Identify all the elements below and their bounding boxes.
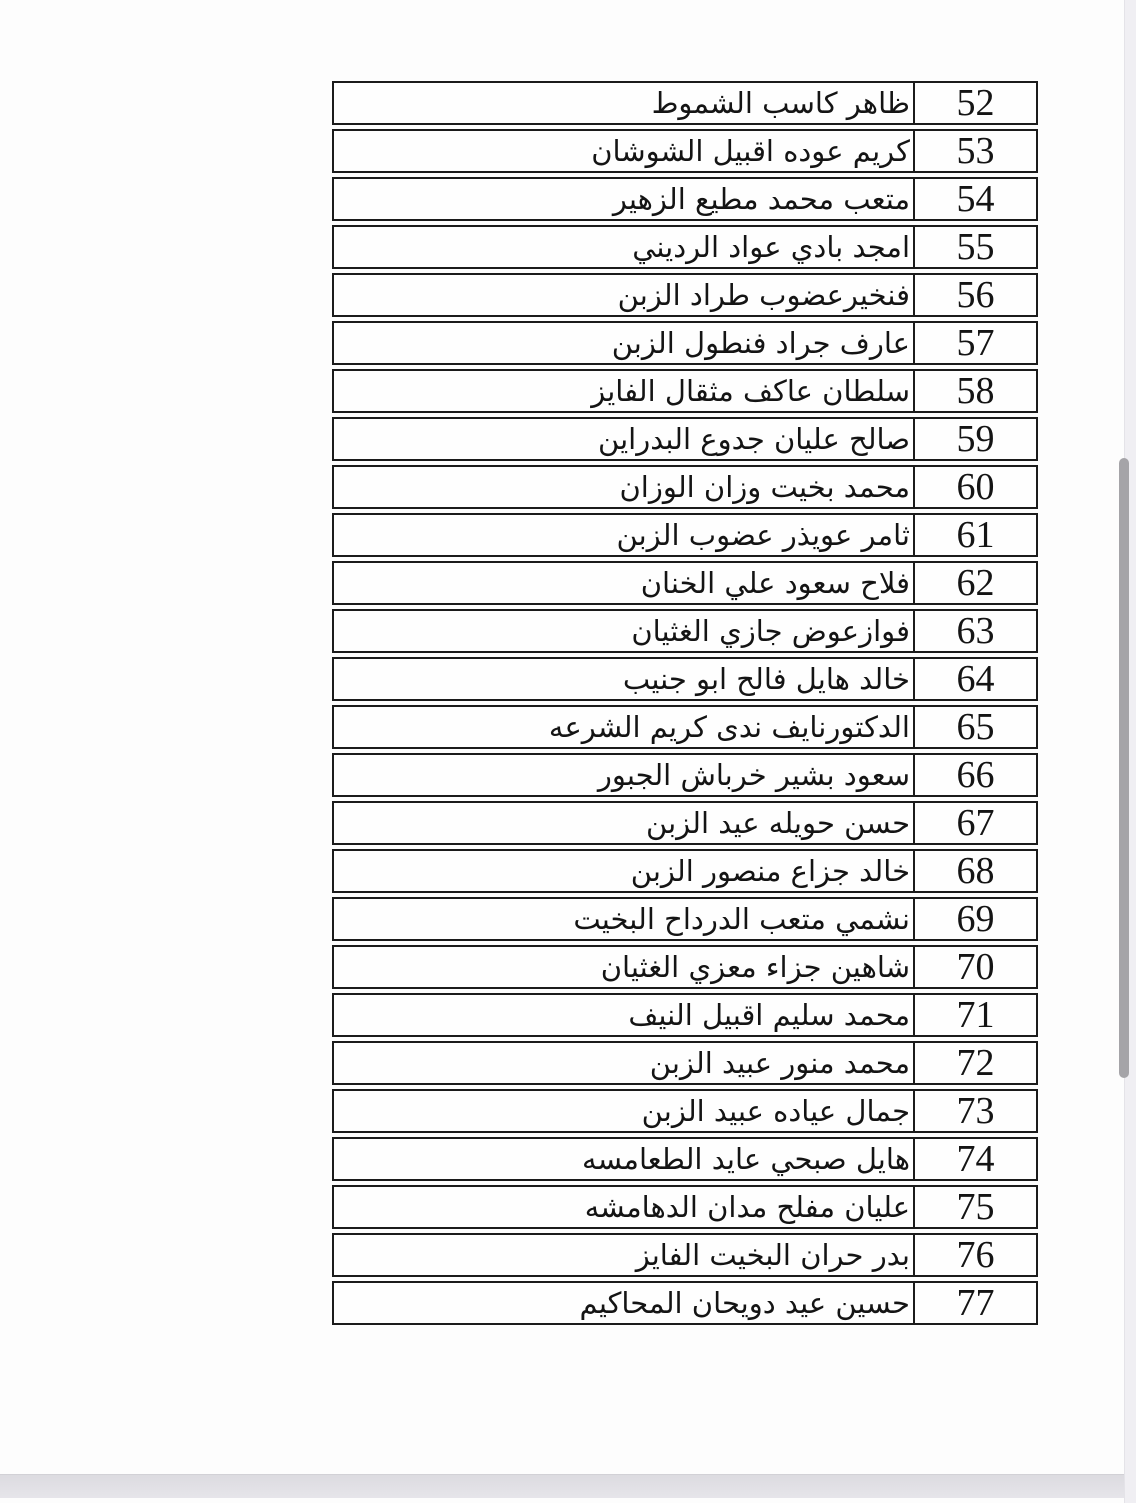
- row-number-cell: 53: [913, 131, 1036, 171]
- table-row: [332, 81, 1038, 125]
- table-row: [332, 1041, 1038, 1085]
- table-row: [332, 705, 1038, 749]
- row-name-cell: حسين عيد دويحان المحاكيم: [579, 1285, 910, 1320]
- row-number-cell: 55: [913, 227, 1036, 267]
- row-name-cell: فلاح سعود علي الخنان: [640, 565, 910, 600]
- table-row: [332, 129, 1038, 173]
- table-row: [332, 1233, 1038, 1277]
- row-number-cell: 65: [913, 707, 1036, 747]
- table-row: [332, 609, 1038, 653]
- row-number-cell: 69: [913, 899, 1036, 939]
- row-name-cell: عارف جراد فنطول الزبن: [611, 325, 910, 360]
- row-number-cell: 77: [913, 1283, 1036, 1323]
- table-row: [332, 225, 1038, 269]
- table-row: [332, 1281, 1038, 1325]
- row-number-cell: 71: [913, 995, 1036, 1035]
- row-name-cell: سعود بشير خرباش الجبور: [597, 757, 910, 792]
- row-name-cell: عليان مفلح مدان الدهامشه: [584, 1189, 910, 1224]
- table-row: [332, 321, 1038, 365]
- row-name-cell: الدكتورنايف ندى كريم الشرعه: [548, 709, 910, 744]
- row-name-cell: جمال عياده عبيد الزبن: [641, 1093, 910, 1128]
- row-name-cell: خالد جزاع منصور الزبن: [630, 853, 910, 888]
- row-number-cell: 74: [913, 1139, 1036, 1179]
- table-row: [332, 273, 1038, 317]
- row-number-cell: 64: [913, 659, 1036, 699]
- table-row: [332, 417, 1038, 461]
- row-number-cell: 61: [913, 515, 1036, 555]
- row-number-cell: 62: [913, 563, 1036, 603]
- row-number-cell: 72: [913, 1043, 1036, 1083]
- table-row: [332, 513, 1038, 557]
- row-number-cell: 63: [913, 611, 1036, 651]
- row-number-cell: 68: [913, 851, 1036, 891]
- row-number-cell: 67: [913, 803, 1036, 843]
- names-table: [332, 81, 1038, 1329]
- row-number-cell: 75: [913, 1187, 1036, 1227]
- row-name-cell: محمد بخيت وزان الوزان: [619, 469, 910, 504]
- row-name-cell: صالح عليان جدوع البدراين: [598, 421, 910, 456]
- table-row: [332, 1137, 1038, 1181]
- table-row: [332, 993, 1038, 1037]
- row-number-cell: 60: [913, 467, 1036, 507]
- table-row: [332, 177, 1038, 221]
- row-name-cell: محمد منور عبيد الزبن: [649, 1045, 910, 1080]
- row-number-cell: 52: [913, 83, 1036, 123]
- row-number-cell: 58: [913, 371, 1036, 411]
- table-row: [332, 1089, 1038, 1133]
- row-name-cell: خالد هايل فالح ابو جنيب: [622, 661, 910, 696]
- table-row: [332, 561, 1038, 605]
- row-name-cell: فوازعوض جازي الغثيان: [631, 613, 910, 648]
- table-row: [332, 465, 1038, 509]
- row-name-cell: محمد سليم اقبيل النيف: [628, 997, 910, 1032]
- row-name-cell: بدر حران البخيت الفايز: [635, 1237, 910, 1272]
- row-number-cell: 76: [913, 1235, 1036, 1275]
- table-row: [332, 897, 1038, 941]
- row-number-cell: 56: [913, 275, 1036, 315]
- row-name-cell: امجد بادي عواد الرديني: [632, 229, 910, 264]
- row-name-cell: هايل صبحي عايد الطعامسه: [582, 1141, 910, 1176]
- table-row: [332, 369, 1038, 413]
- row-number-cell: 70: [913, 947, 1036, 987]
- row-name-cell: فنخيرعضوب طراد الزبن: [617, 277, 910, 312]
- table-row: [332, 753, 1038, 797]
- row-name-cell: حسن حويله عيد الزبن: [646, 805, 910, 840]
- row-number-cell: 54: [913, 179, 1036, 219]
- row-number-cell: 57: [913, 323, 1036, 363]
- table-row: [332, 849, 1038, 893]
- row-number-cell: 73: [913, 1091, 1036, 1131]
- scrollbar-thumb[interactable]: [1119, 458, 1129, 1078]
- table-row: [332, 801, 1038, 845]
- row-name-cell: كريم عوده اقبيل الشوشان: [591, 133, 910, 168]
- table-row: [332, 1185, 1038, 1229]
- row-name-cell: شاهين جزاء معزي الغثيان: [600, 949, 910, 984]
- viewer-bottom-bar: [0, 1474, 1136, 1498]
- row-name-cell: سلطان عاكف مثقال الفايز: [591, 373, 910, 408]
- row-number-cell: 59: [913, 419, 1036, 459]
- row-name-cell: متعب محمد مطيع الزهير: [612, 181, 910, 216]
- table-row: [332, 945, 1038, 989]
- row-name-cell: ظاهر كاسب الشموط: [651, 85, 910, 120]
- row-number-cell: 66: [913, 755, 1036, 795]
- row-name-cell: نشمي متعب الدرداح البخيت: [573, 901, 910, 936]
- table-row: [332, 657, 1038, 701]
- row-name-cell: ثامر عويذر عضوب الزبن: [616, 517, 910, 552]
